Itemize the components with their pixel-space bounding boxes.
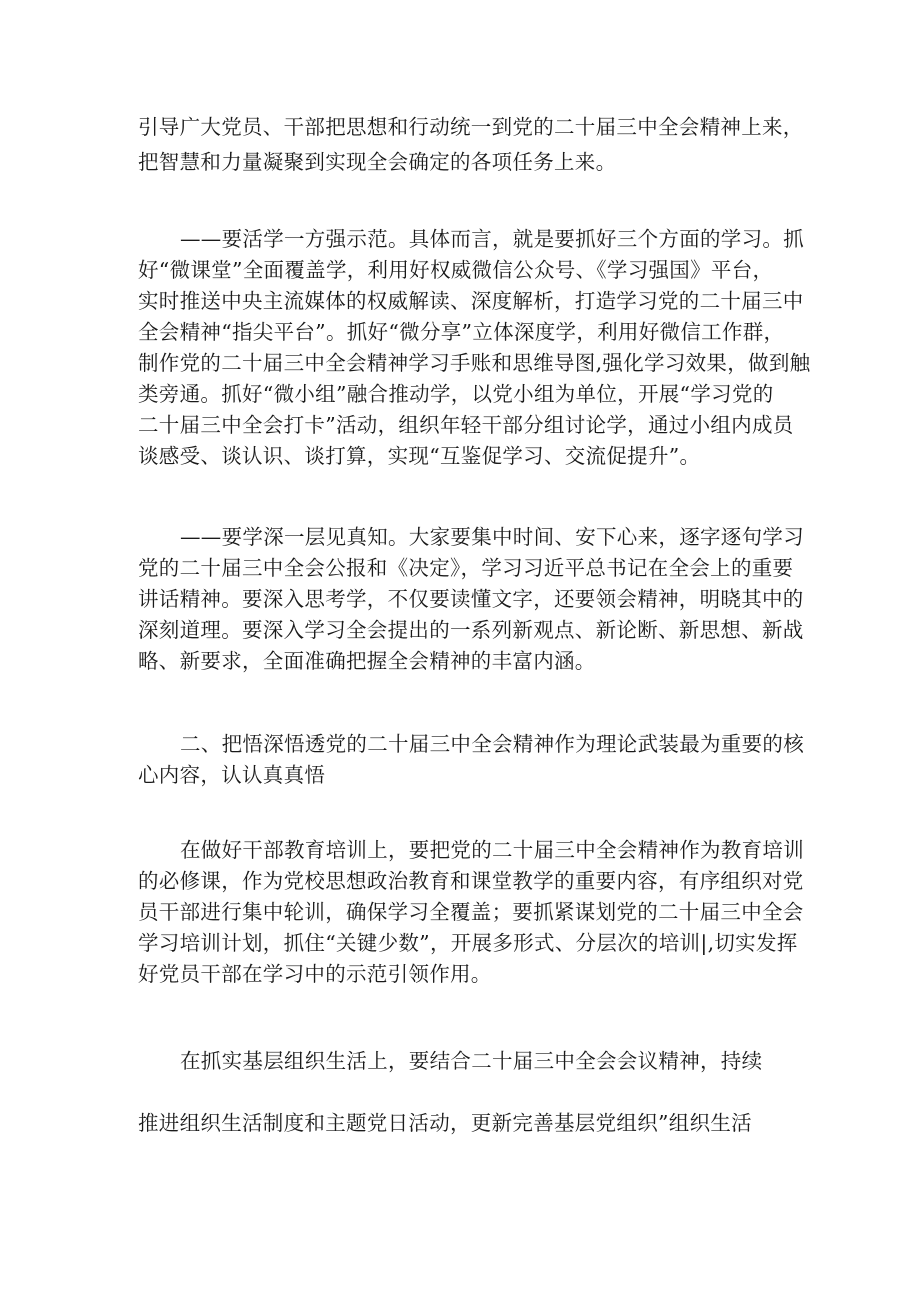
paragraph-line: 推进组织生活制度和主题党日活动，更新完善基层党组织”组织生活 — [138, 1111, 752, 1135]
paragraph-line: 的必修课，作为党校思想政治教育和课堂教学的重要内容，有序组织对党 — [138, 869, 804, 893]
paragraph-line: 引导广大党员、干部把思想和行动统一到党的二十届三中全会精神上来， — [138, 115, 804, 139]
section-heading-line: 二、把悟深悟透党的二十届三中全会精神作为理论武装最为重要的核 — [180, 732, 804, 756]
paragraph-line: 把智慧和力量凝聚到实现全会确定的各项任务上来。 — [138, 150, 617, 174]
paragraph-line: 在做好干部教育培训上，要把党的二十届三中全会精神作为教育培训 — [180, 838, 804, 862]
paragraph-line: 类旁通。抓好“微小组”融合推动学，以党小组为单位，开展“学习党的 — [138, 382, 774, 406]
paragraph-line: 全会精神“指尖平台”。抓好“微分享”立体深度学，利用好微信工作群， — [138, 320, 785, 344]
paragraph-line: 党的二十届三中全会公报和《决定》，学习习近平总书记在全会上的重要 — [138, 556, 794, 580]
paragraph-line: 学习培训计划，抓住“关键少数”，开展多形式、分层次的培训|,切实发挥 — [138, 931, 798, 955]
paragraph-line: 实时推送中央主流媒体的权威解读、深度解析，打造学习党的二十届三中 — [138, 289, 804, 313]
paragraph-line: ——要活学一方强示范。具体而言，就是要抓好三个方面的学习。抓 — [180, 227, 804, 251]
paragraph-line: 在抓实基层组织生活上，要结合二十届三中全会会议精神，持续 — [180, 1049, 763, 1073]
paragraph-line: 谈感受、谈认识、谈打算，实现“互鉴促学习、交流促提升”。 — [138, 444, 701, 468]
paragraph-line: 员干部进行集中轮训，确保学习全覆盖；要抓紧谋划党的二十届三中全会 — [138, 900, 804, 924]
section-heading-line: 心内容，认认真真悟 — [138, 763, 326, 787]
paragraph-line: ——要学深一层见真知。大家要集中时间、安下心来，逐字逐句学习 — [180, 525, 804, 549]
paragraph-line: 深刻道理。要深入学习全会提出的一系列新观点、新论断、新思想、新战 — [138, 618, 804, 642]
paragraph-line: 略、新要求，全面准确把握全会精神的丰富内涵。 — [138, 649, 596, 673]
paragraph-line: 二十届三中全会打卡”活动，组织年轻干部分组讨论学，通过小组内成员 — [138, 413, 794, 437]
paragraph-line: 制作党的二十届三中全会精神学习手账和思维导图,强化学习效果，做到触 — [138, 351, 811, 375]
paragraph-line: 好“微课堂”全面覆盖学，利用好权威微信公众号、《学习强国》平台， — [138, 258, 774, 282]
paragraph-line: 讲话精神。要深入思考学，不仅要读懂文字，还要领会精神，明晓其中的 — [138, 587, 804, 611]
paragraph-line: 好党员干部在学习中的示范引领作用。 — [138, 962, 492, 986]
